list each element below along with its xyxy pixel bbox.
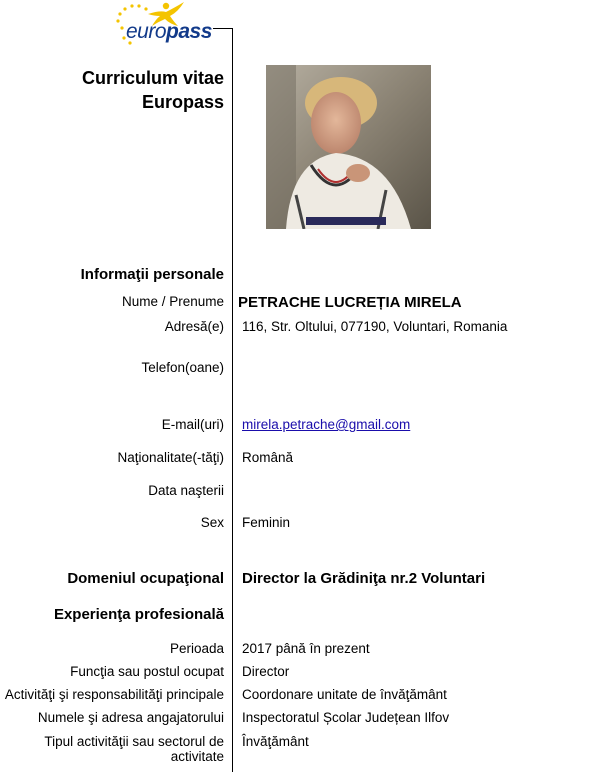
position-label: Funcţia sau postul ocupat (70, 664, 224, 679)
europass-logo (108, 0, 216, 50)
name-value: PETRACHE LUCREȚIA MIRELA (238, 294, 462, 311)
address-label: Adresă(e) (164, 319, 224, 334)
employer-value: Inspectoratul Școlar Județean Ilfov (242, 710, 450, 725)
sex-label: Sex (200, 515, 224, 530)
cv-title: Curriculum vitae Europass (81, 68, 224, 112)
section-title-experience: Experienţa profesională (53, 606, 224, 623)
europass-wordmark: europass (126, 20, 212, 43)
employer-label: Numele şi adresa angajatorului (37, 710, 224, 725)
email-link[interactable]: mirela.petrache@gmail.com (242, 417, 411, 432)
period-label: Perioada (169, 641, 224, 656)
occupation-value: Director la Grădiniţa nr.2 Voluntari (242, 570, 486, 587)
email-label: E-mail(uri) (161, 417, 224, 432)
position-value: Director (242, 664, 290, 679)
section-title-personal-info: Informaţii personale (80, 266, 224, 283)
header-divider (213, 28, 233, 29)
profile-photo (266, 65, 431, 229)
address-value: 116, Str. Oltului, 077190, Voluntari, Romania (242, 319, 508, 334)
sector-value: Învăţământ (242, 734, 309, 749)
nationality-value: Română (242, 450, 294, 465)
activities-label: Activităţi şi responsabilităţi principale (4, 687, 224, 702)
name-label: Nume / Prenume (121, 294, 224, 309)
period-value: 2017 până în prezent (242, 641, 370, 656)
sector-label: Tipul activităţii sau sectorul de activitate (44, 734, 224, 764)
phone-label: Telefon(oane) (141, 360, 224, 375)
nationality-label: Naţionalitate(-tăţi) (117, 450, 224, 465)
column-divider (232, 28, 233, 772)
activities-value: Coordonare unitate de învăţământ (242, 687, 447, 702)
birthdate-label: Data naşterii (148, 483, 224, 498)
section-title-occupation: Domeniul ocupaţional (67, 570, 224, 587)
sex-value: Feminin (242, 515, 291, 530)
